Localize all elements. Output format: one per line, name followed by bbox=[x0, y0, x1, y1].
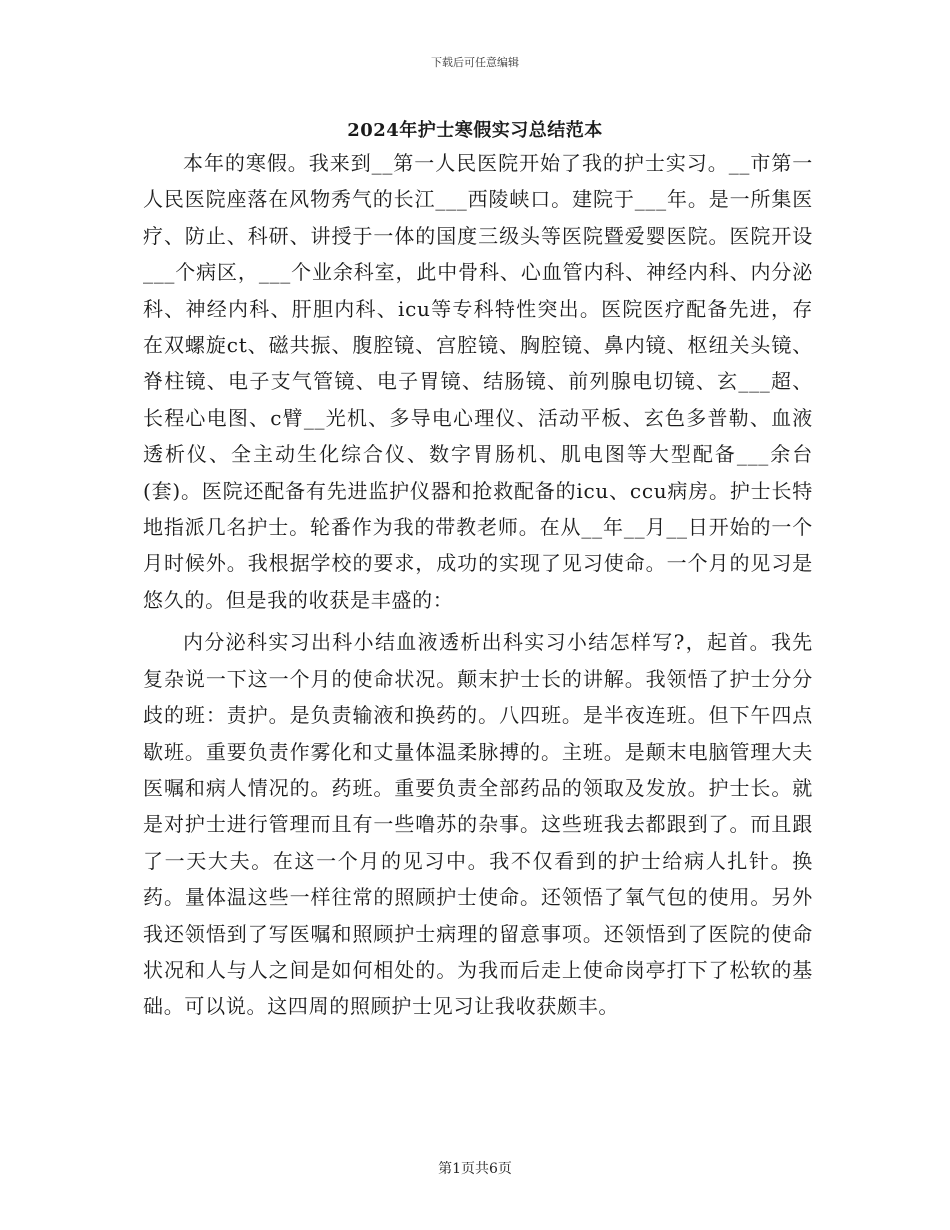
document-body bbox=[143, 145, 813, 1025]
page-number: 第1页共6页 bbox=[438, 1161, 512, 1177]
page-header-note: 下载后可任意编辑 bbox=[431, 56, 519, 69]
document-title: 2024年护士寒假实习总结范本 bbox=[347, 120, 603, 141]
body-paragraph-2: 内分泌科实习出科小结血液透析出科实习小结怎样写?，起首。我先复杂说一下这一个月的使命状况。颠末护士长的讲解。我领悟了护士分分歧的班：责护。是负责输液和换药的。八四班。是半夜连班。但下午四点歇班。重要负责作雾化和丈量体温柔脉搏的。主班。是颠末电脑管理大夫医嘱和病人情况的。药班。重要负责全部药品的领取及发放。护士长。就是对护士进行管理而且有一些噜苏的杂事。这些班我去都跟到了。而且跟了一天大夫。在这一个月的见习中。我不仅看到的护士给病人扎针。换药。量体温这些一样往常的照顾护士使命。还领悟了氧气包的使用。另外我还领悟到了写医嘱和照顾护士病理的留意事项。还领悟到了医院的使命状况和人与人之间是如何相处的。为我而后走上使命岗亭打下了松软的基础。可以说。这四周的照顾护士见习让我收获颇丰。 bbox=[143, 630, 813, 1019]
body-paragraph-1: 本年的寒假。我来到__第一人民医院开始了我的护士实习。__市第一人民医院座落在风物秀气的长江___西陵峡口。建院于___年。是一所集医疗、防止、科研、讲授于一体的国度三级头等医院暨爱婴医院。医院开设___个病区，___个业余科室，此中骨科、心血管内科、神经内科、内分泌科、神经内科、肝胆内科、icu等专科特性突出。医院医疗配备先进，存在双螺旋ct、磁共振、腹腔镜、宫腔镜、胸腔镜、鼻内镜、枢纽关头镜、脊柱镜、电子支气管镜、电子胃镜、结肠镜、前列腺电切镜、玄___超、长程心电图、c臂__光机、多导电心理仪、活动平板、玄色多普勒、血液透析仪、全主动生化综合仪、数字胃肠机、肌电图等大型配备___余台(套)。医院还配备有先进监护仪器和抢救配备的icu、ccu病房。护士长特地指派几名护士。轮番作为我的带教老师。在从__年__月__日开始的一个月时候外。我根据学校的要求，成功的实现了见习使命。一个月的见习是悠久的。但是我的收获是丰盛的： bbox=[143, 151, 813, 612]
